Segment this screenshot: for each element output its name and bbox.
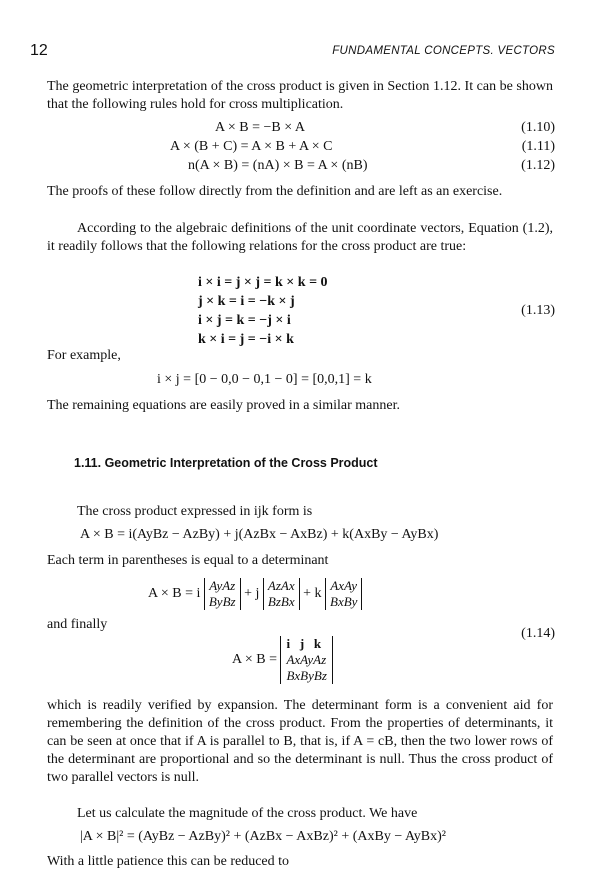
equation-magnitude: |A × B|² = (AyBz − AzBy)² + (AzBx − AxBz)² + (AxBy − AyBx)²	[80, 829, 446, 844]
equation-1-11: A × (B + C) = A × B + A × C	[170, 139, 333, 154]
equation-1-13-line-2: j × k = i = −k × j	[198, 294, 295, 309]
equation-number-1-14: (1.14)	[521, 626, 555, 641]
paragraph-magnitude: Let us calculate the magnitude of the cross product. We have	[77, 806, 418, 821]
det-lhs: A × B = i	[148, 586, 201, 602]
equation-number-1-12: (1.12)	[521, 158, 555, 173]
equation-number-1-13: (1.13)	[521, 303, 555, 318]
equation-ijk-form: A × B = i(AyBz − AzBy) + j(AzBx − AxBz) + k(AxBy − AyBx)	[80, 527, 439, 542]
equation-1-12: n(A × B) = (nA) × B = A × (nB)	[188, 158, 368, 173]
equation-1-13-line-3: i × j = k = −j × i	[198, 313, 291, 328]
determinant-final	[232, 636, 333, 684]
equation-number-1-11: (1.11)	[521, 139, 555, 154]
page-number: 12	[30, 42, 48, 59]
det-plus-k: + k	[303, 586, 322, 602]
equation-1-13-line-4: k × i = j = −i × k	[198, 332, 294, 347]
paragraph-determinant: Each term in parentheses is equal to a determinant	[47, 553, 329, 568]
equation-example: i × j = [0 − 0,0 − 0,1 − 0] = [0,0,1] = k	[157, 372, 372, 387]
paragraph-proofs: The proofs of these follow directly from the definition and are left as an exercise.	[47, 184, 503, 199]
minor-i: AyAz ByBz	[204, 578, 241, 610]
paragraph-reduced: With a little patience this can be reduced to	[47, 854, 290, 869]
det-final-lhs: A × B =	[232, 652, 277, 668]
paragraph-unit-vectors: According to the algebraic definitions of the unit coordinate vectors, Equation (1.2), it readily follows that the following relations for the cross product are true:	[47, 221, 553, 254]
minor-k: AxAy BxBy	[325, 578, 362, 610]
equation-1-10: A × B = −B × A	[215, 120, 305, 135]
paragraph-and-finally: and finally	[47, 617, 108, 632]
paragraph-remaining: The remaining equations are easily proved in a similar manner.	[47, 398, 400, 413]
determinant-3x3: i j k AxAyAz BxByBz	[280, 636, 332, 684]
determinant-expansion	[148, 578, 362, 610]
paragraph-example: For example,	[47, 348, 121, 363]
running-title: FUNDAMENTAL CONCEPTS. VECTORS	[332, 45, 555, 57]
minor-j: AzAx BzBx	[263, 578, 300, 610]
paragraph-ijk: The cross product expressed in ijk form is	[77, 504, 313, 519]
section-heading: 1.11. Geometric Interpretation of the Cross Product	[74, 456, 378, 470]
paragraph-intro: The geometric interpretation of the cross product is given in Section 1.12. It can be shown that the following rules hold for cross multiplication.	[47, 79, 553, 112]
paragraph-verification: which is readily verified by expansion. The determinant form is a convenient aid for remembering the definition of the cross product. From the properties of determinants, it can be seen at once that if A is parallel to B, that is, if A = cB, then the two lower rows of the determinant are proportional and so the determinant is null. Thus the cross product of two parallel vectors is null.	[47, 698, 553, 785]
equation-1-13-line-1: i × i = j × j = k × k = 0	[198, 275, 328, 290]
equation-number-1-10: (1.10)	[521, 120, 555, 135]
det-plus-j: + j	[244, 586, 260, 602]
